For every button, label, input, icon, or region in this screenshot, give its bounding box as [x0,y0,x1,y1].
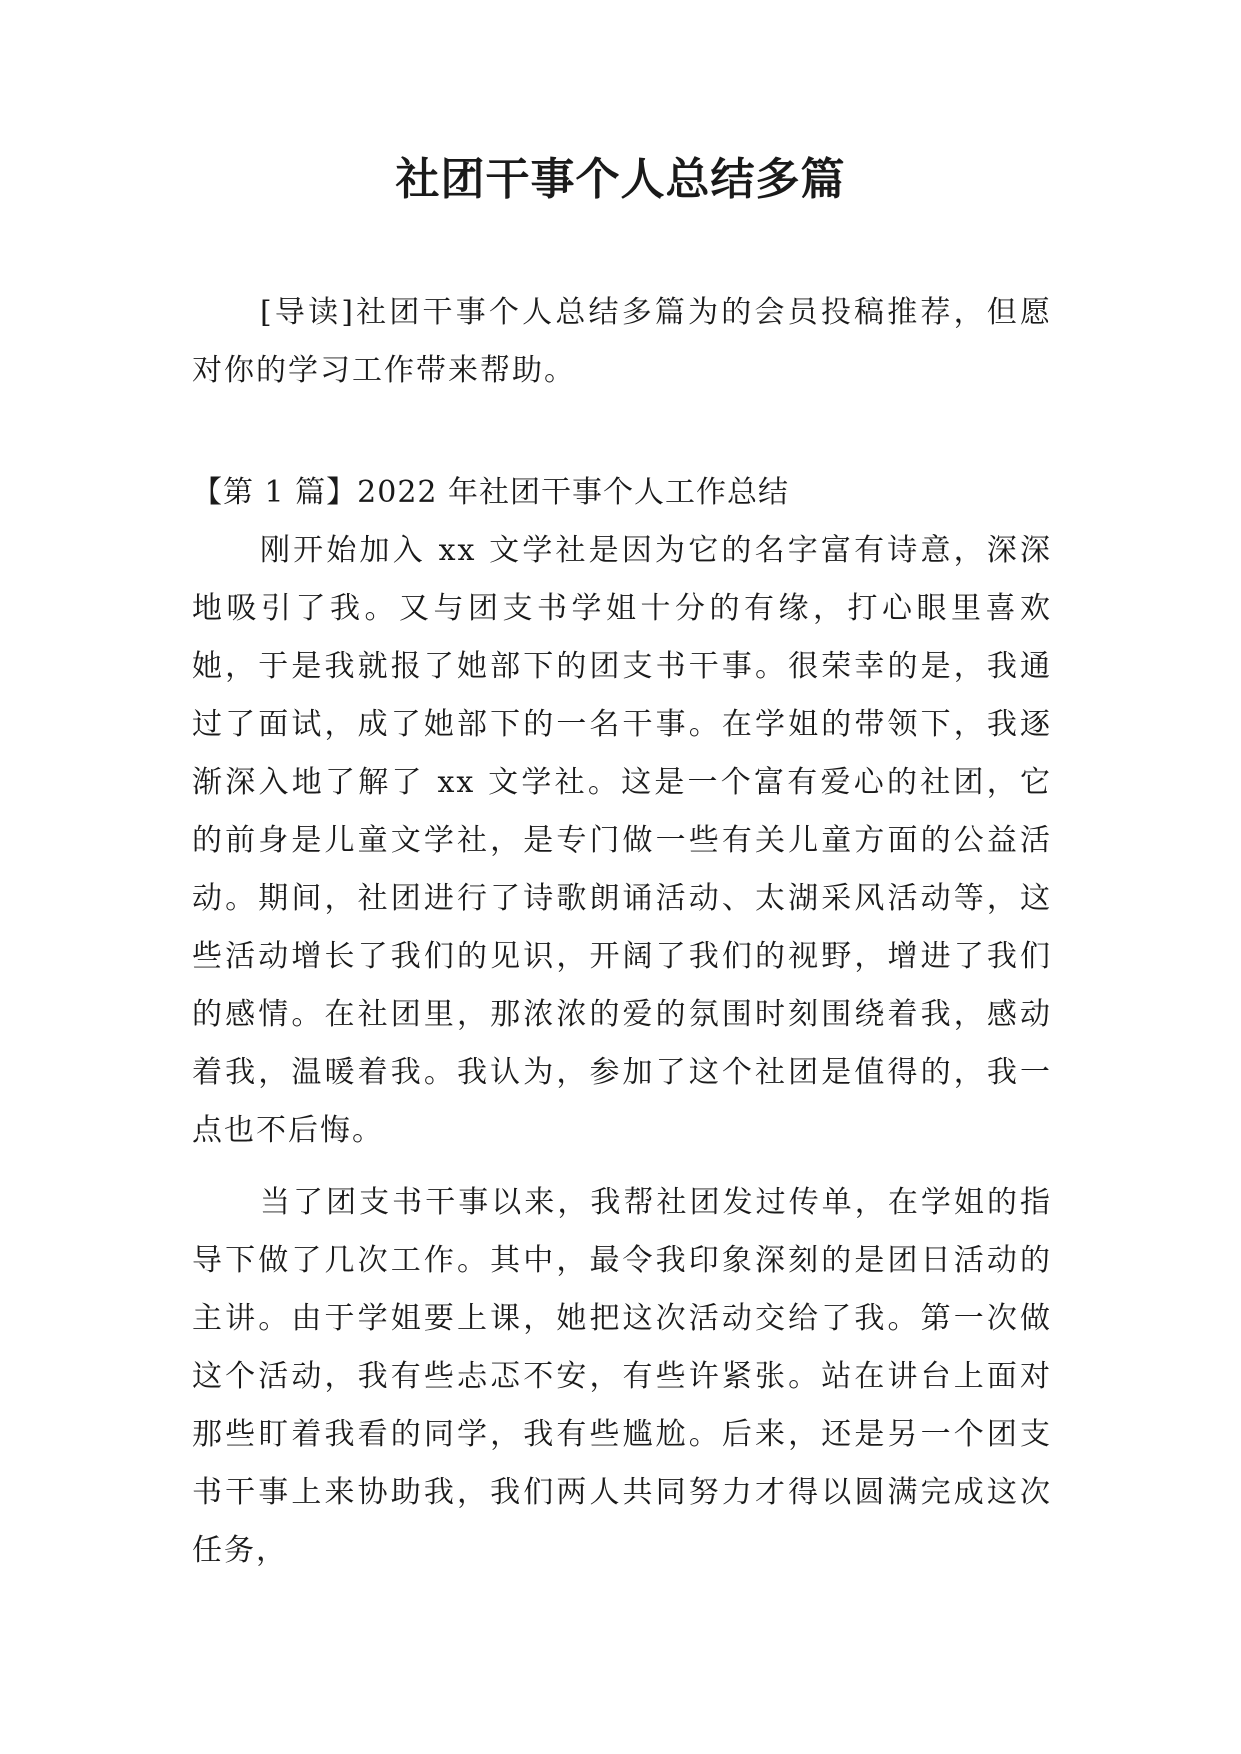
body-paragraph-2: 当了团支书干事以来，我帮社团发过传单，在学姐的指导下做了几次工作。其中，最令我印象深刻的是团日活动的主讲。由于学姐要上课，她把这次活动交给了我。第一次做这个活动，我有些忐忑不安，有些许紧张。站在讲台上面对那些盯着我看的同学，我有些尴尬。后来，还是另一个团支书干事上来协助我，我们两人共同努力才得以圆满完成这次任务， [192,1185,1052,1568]
body-paragraph-1: 刚开始加入 xx 文学社是因为它的名字富有诗意，深深地吸引了我。又与团支书学姐十分的有缘，打心眼里喜欢她，于是我就报了她部下的团支书干事。很荣幸的是，我通过了面试，成了她部下的一名干事。在学姐的带领下，我逐渐深入地了解了 xx 文学社。这是一个富有爱心的社团，它的前身是儿童文学社，是专门做一些有关儿童方面的公益活动。期间，社团进行了诗歌朗诵活动、太湖采风活动等，这些活动增长了我们的见识，开阔了我们的视野，增进了我们的感情。在社团里，那浓浓的爱的氛围时刻围绕着我，感动着我，温暖着我。我认为，参加了这个社团是值得的，我一点也不后悔。 [192,533,1052,1148]
intro-paragraph: [导读]社团干事个人总结多篇为的会员投稿推荐，但愿对你的学习工作带来帮助。 [192,295,1052,388]
section-heading: 【第 1 篇】2022 年社团干事个人工作总结 [192,475,790,510]
document-title: 社团干事个人总结多篇 [395,154,846,205]
